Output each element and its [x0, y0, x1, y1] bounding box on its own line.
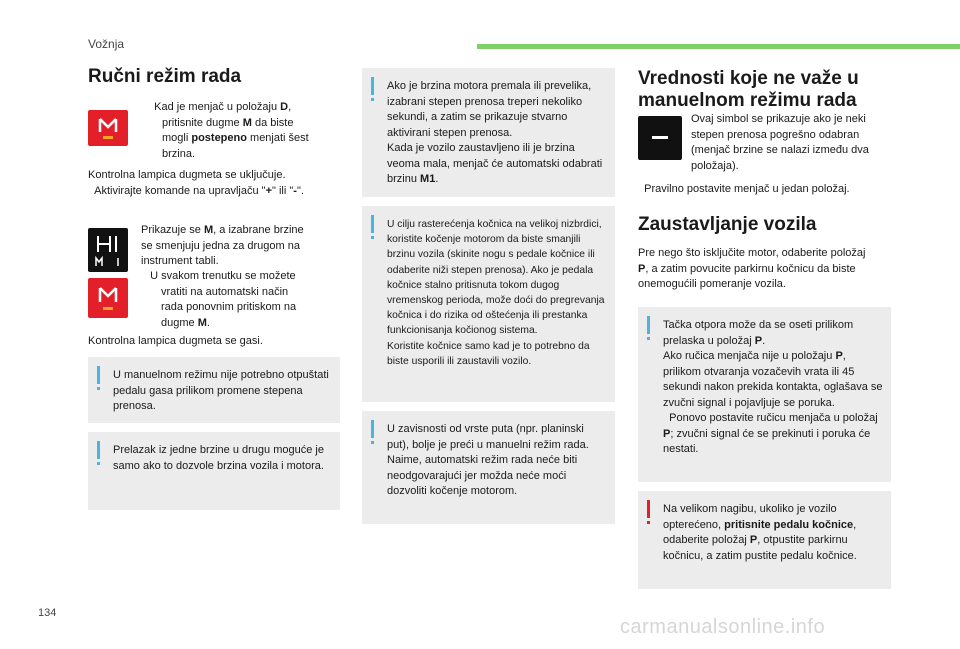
info-box-road-type: U zavisnosti od vrste puta (npr. planinski put), bolje je preći u manuelni režim rada. Naime, automatski režim rada neće biti neodgovarajući jer možda neće moći dozvoliti kočenje motorom.: [362, 411, 615, 524]
section-title: Vožnja: [88, 37, 125, 51]
paragraph-before-engine-off: Pre nego što isključite motor, odaberite položaj P, a zatim povucite parkirnu kočnicu da biste onemogućili pomeranje vozila.: [638, 247, 866, 290]
watermark: carmanualsonline.info: [620, 616, 826, 638]
info-box-engine-braking: U cilju rasterećenja kočnica na velikoj nizbrdici, koristite kočenje motorom da biste smanjili brzinu vozila (skinite nogu s pedale kočnice ili odaberite niži stepen prenosa). Ako je pedala kočnice stalno pritisnuta tokom dugog vremenskog perioda, može doći do pregrevanja kočnica i do rizika od oštećenja ili prestanka funkcionisanja kočionog sistema. Koristite kočnice samo kad je to potrebno da biste usporili ili zaustavili vozilo.: [362, 206, 615, 402]
info-marker-icon: [371, 77, 374, 95]
neutral-dash-icon: [638, 116, 682, 160]
paragraph-indicator-on: Kontrolna lampica dugmeta se uključuje. Aktivirajte komande na upravljaču "+" ili "-".: [88, 169, 304, 197]
paragraph-set-gear: Pravilno postavite menjač u jedan položaj.: [644, 183, 850, 195]
info-marker-icon: [647, 316, 650, 334]
info-marker-icon: [97, 366, 100, 384]
section-accent-bar: [477, 44, 960, 49]
section-heading-stopping: Zaustavljanje vozila: [638, 214, 817, 235]
warning-box-slope: Na velikom nagibu, ukoliko je vozilo opterećeno, pritisnite pedalu kočnice, odaberite položaj P, otpustite parkirnu kočnicu, a zatim pustite pedalu kočnice.: [638, 491, 891, 589]
info-box-engine-speed: Ako je brzina motora premala ili prevelika, izabrani stepen prenosa treperi nekoliko sekundi, a zatim se prikazuje stvarno aktivirani stepen prenosa. Kada je vozilo zaustavljeno ili je brzina veoma mala, menjač će automatski odabrati brzinu M1.: [362, 68, 615, 197]
section-heading-manual-mode: Ručni režim rada: [88, 66, 242, 87]
paragraph-m-displayed: Prikazuje se M, a izabrane brzine se smenjuju jedna za drugom na instrument tabli.: [141, 224, 304, 267]
info-marker-icon: [371, 215, 374, 233]
info-marker-icon: [371, 420, 374, 438]
paragraph-indicator-off: Kontrolna lampica dugmeta se gasi.: [88, 335, 263, 347]
display-m1-icon: [88, 228, 128, 272]
info-box-no-release: U manuelnom režimu nije potrebno otpuštati pedalu gasa prilikom promene stepena prenosa.: [88, 357, 340, 423]
info-box-gear-shift: Prelazak iz jedne brzine u drugu moguće je samo ako to dozvole brzina vozila i motora.: [88, 432, 340, 510]
paragraph-return-auto: U svakom trenutku se možete vratiti na automatski način rada ponovnim pritiskom na dugme M.: [150, 270, 297, 329]
paragraph-symbol-wrong-gear: Ovaj simbol se prikazuje ako je neki stepen prenosa pogrešno odabran (menjač brzine se nalazi između dva položaja).: [691, 113, 869, 172]
section-heading-invalid-values: Vrednosti koje ne važe u manuelnom režimu rada: [638, 68, 859, 111]
page-number: 134: [38, 607, 57, 619]
m-button-red-icon: [88, 110, 128, 146]
warning-marker-icon: [647, 500, 650, 518]
m-button-red-icon: [88, 278, 128, 318]
info-marker-icon: [97, 441, 100, 459]
info-box-park-position: Tačka otpora može da se oseti prilikom prelaska u položaj P. Ako ručica menjača nije u položaju P, prilikom otvaranja vozačevih vrata ili 45 sekundi nakon prekida kontakta, oglašava se zvučni signal i pojavljuje se poruka. Ponovo postavite ručicu menjača u položaj P; zvučni signal će se prekinuti i poruka će nestati.: [638, 307, 891, 482]
paragraph-press-m: Kad je menjač u položaju D, pritisnite dugme M da biste mogli postepeno menjati šest brzina.: [154, 101, 309, 160]
